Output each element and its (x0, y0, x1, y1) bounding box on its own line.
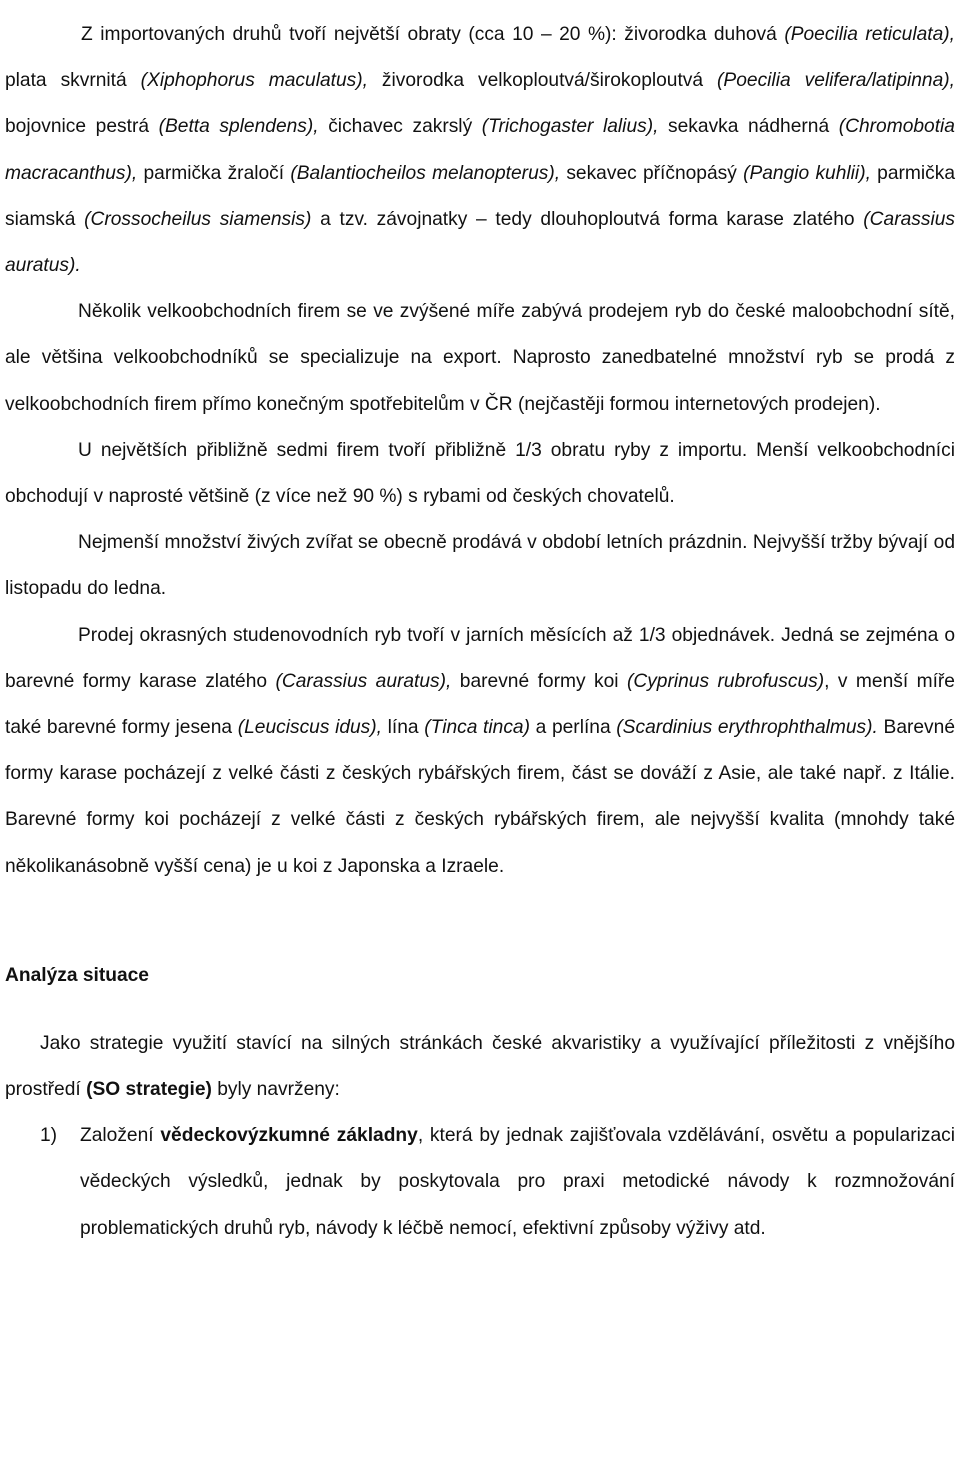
italic-text: (Scardinius erythrophthalmus). (616, 717, 878, 739)
italic-text: (Poecilia reticulata), (784, 24, 955, 45)
document-page (5, 0, 955, 1252)
italic-text: (Chromobotia macracanthus), (5, 116, 955, 184)
list-item-text (80, 1125, 955, 1238)
italic-text: (Betta splendens), (158, 116, 319, 138)
italic-text: (Xiphophorus maculatus), (140, 70, 368, 92)
numbered-list (5, 1113, 955, 1252)
italic-text: (Crossocheilus siamensis) (84, 208, 312, 230)
text-run: Nejmenší množství živých zvířat se obecně prodává v období letních prázdnin. Nejvyšší tržby bývají od listopadu do ledna. (5, 532, 955, 600)
section-heading: Analýza situace (5, 964, 149, 986)
bold-text: (SO strategie) (86, 1079, 212, 1101)
text-run: bojovnice pestrá (5, 116, 159, 138)
paragraph (5, 613, 955, 890)
text-run: Založení (80, 1125, 161, 1147)
text-run: plata skvrnitá (5, 70, 141, 92)
text-run: lína (382, 717, 425, 739)
text-run: Prodej okrasných studenovodních ryb tvoří v jarních měsících až 1/3 objednávek. Jedná se zejména o barevné formy karase zlatého (5, 624, 955, 692)
text-run: , která by jednak zajišťovala vzdělávání, osvětu a popularizaci vědeckých výsledků, jednak by poskytovala pro praxi metodické návody k rozmnožování problematických druhů ryb, návody k léčbě nemocí, efektivní způsoby výživy atd. (80, 1125, 955, 1239)
italic-text: (Cyprinus rubrofuscus) (626, 670, 825, 692)
list-item-number: 1) (40, 1125, 58, 1147)
italic-text: (Tinca tinca) (424, 717, 530, 739)
text-run: Jako strategie využití stavící na silných stránkách české akvaristiky a využívající příležitosti z vnějšího prostředí (5, 1032, 955, 1101)
paragraph (5, 289, 955, 428)
italic-text: (Pangio kuhlii), (743, 162, 871, 184)
text-run: Několik velkoobchodních firem se ve zvýšené míře zabývá prodejem ryb do české maloobchodní sítě, ale většina velkoobchodníků se specializuje na export. Naprosto zanedbatelné množství ryb se prodá z velkoobchodních firem přímo konečným spotřebitelům v ČR (nejčastěji formou internetových prodejen). (5, 301, 955, 415)
text-run: , v menší míře také barevné formy jesena (5, 670, 955, 739)
text-run: Z importovaných druhů tvoří největší obraty (cca 10 – 20 %): živorodka duhová (81, 24, 785, 45)
text-run: a perlína (529, 717, 617, 739)
text-run: byly navrženy: (211, 1079, 340, 1101)
paragraph (5, 428, 955, 520)
italic-text: (Balantiocheilos melanopterus), (290, 162, 561, 184)
text-run: parmička žraločí (137, 162, 291, 184)
text-run: sekavec příčnopásý (560, 162, 744, 184)
intro-paragraph (5, 1021, 955, 1113)
italic-text: (Poecilia velifera/latipinna), (717, 70, 955, 92)
italic-text: (Trichogaster lalius), (481, 116, 659, 138)
text-run: čichavec zakrslý (318, 116, 482, 138)
text-run: a tzv. závojnatky – tedy dlouhoploutvá forma karase zlatého (311, 208, 864, 230)
text-run: barevné formy koi (451, 670, 627, 692)
text-run: živorodka velkoploutvá/širokoploutvá (367, 70, 718, 92)
bold-text: vědeckovýzkumné základny (160, 1125, 418, 1147)
text-run: U největších přibližně sedmi firem tvoří přibližně 1/3 obratu ryby z importu. Menší velkoobchodníci obchodují v naprosté většině (z více než 90 %) s rybami od českých chovatelů. (5, 439, 955, 508)
paragraph (5, 0, 955, 289)
italic-text: (Leuciscus idus), (237, 717, 383, 739)
paragraph (5, 520, 955, 612)
text-run: Barevné formy karase pocházejí z velké části z českých rybářských firem, část se dováží z Asie, ale také např. z Itálie. Barevné formy koi pocházejí z velké části z českých rybářských firem, ale nejvyšší kvalita (mnohdy také několikanásobně vyšší cena) je u koi z Japonska a Izraele. (5, 717, 955, 877)
text-run: parmička siamská (5, 162, 956, 230)
italic-text: (Carassius auratus), (275, 670, 452, 692)
list-item (5, 1113, 955, 1252)
italic-text: (Carassius auratus). (5, 208, 955, 277)
text-run: sekavka nádherná (658, 116, 839, 138)
